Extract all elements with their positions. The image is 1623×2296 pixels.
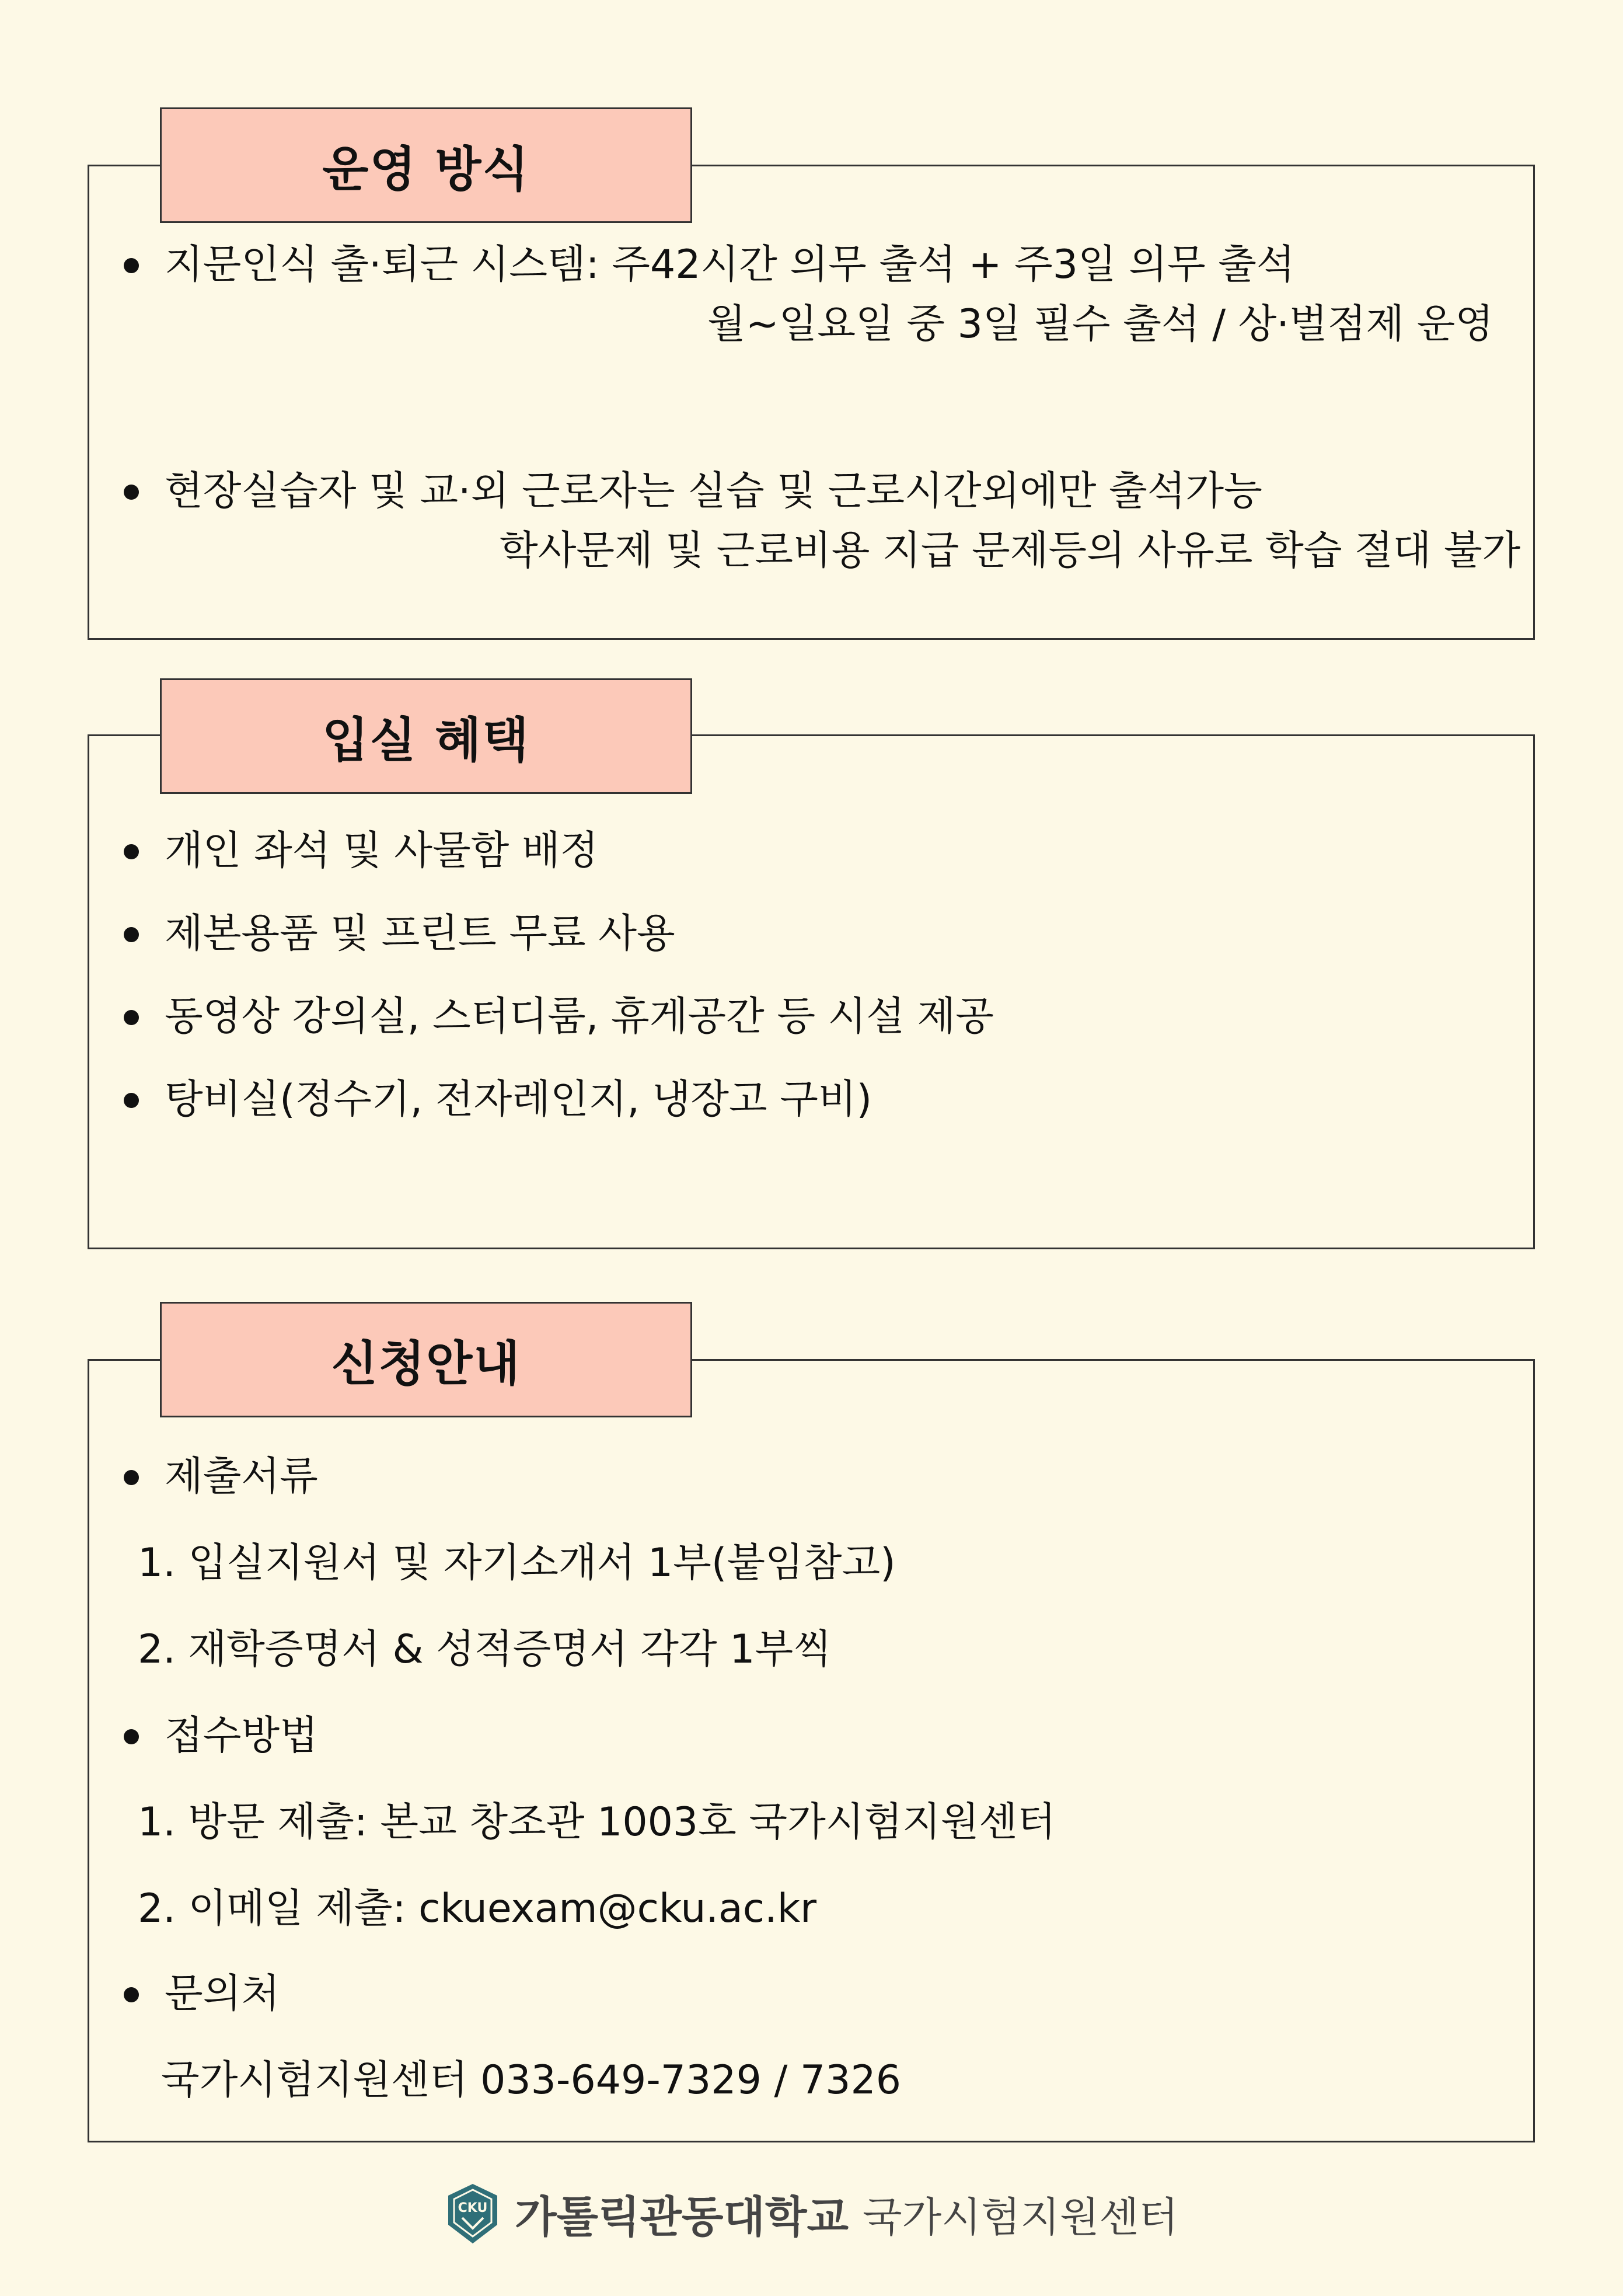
benefit-item: 개인 좌석 및 사물함 배정 <box>165 828 599 874</box>
method-item-email: 2. 이메일 제출: ckuexam@cku.ac.kr <box>138 1886 817 1932</box>
document-item: 2. 재학증명서 & 성적증명서 각각 1부씩 <box>138 1626 832 1673</box>
section-operation-title: 운영 방식 <box>160 107 692 223</box>
method-label: 접수방법 <box>165 1713 318 1759</box>
operation-item-workers-detail: 학사문제 및 근로비용 지급 문제등의 사유로 학습 절대 불가 <box>500 528 1521 574</box>
document-item: 1. 입실지원서 및 자기소개서 1부(붙임참고) <box>138 1540 896 1586</box>
footer <box>0 2173 1623 2255</box>
benefit-item: 탕비실(정수기, 전자레인지, 냉장고 구비) <box>165 1076 872 1123</box>
contact-label: 문의처 <box>165 1971 280 2017</box>
benefit-item: 제본용품 및 프린트 무료 사용 <box>165 911 675 957</box>
operation-item-attendance: 지문인식 출·퇴근 시스템: 주42시간 의무 출석 + 주3일 의무 출석 <box>165 242 1295 288</box>
operation-item-workers: 현장실습자 및 교·외 근로자는 실습 및 근로시간외에만 출석가능 <box>165 468 1262 514</box>
section-application-title: 신청안내 <box>160 1302 692 1417</box>
documents-label: 제출서류 <box>165 1454 318 1500</box>
section-benefits-box <box>88 734 1535 1249</box>
university-logo <box>445 2182 501 2246</box>
contact-info: 국가시험지원센터 033-649-7329 / 7326 <box>161 2057 902 2103</box>
logo-text: CKU <box>458 2201 488 2215</box>
footer-university-name: 가톨릭관동대학교 <box>515 2192 849 2242</box>
method-item: 1. 방문 제출: 본교 창조관 1003호 국가시험지원센터 <box>138 1799 1056 1845</box>
footer-center-name: 국가시험지원센터 <box>862 2193 1178 2241</box>
operation-item-attendance-detail: 월~일요일 중 3일 필수 출석 / 상·벌점제 운영 <box>707 301 1494 347</box>
benefit-item: 동영상 강의실, 스터디룸, 휴게공간 등 시설 제공 <box>165 994 994 1040</box>
section-benefits-title: 입실 혜택 <box>160 678 692 794</box>
